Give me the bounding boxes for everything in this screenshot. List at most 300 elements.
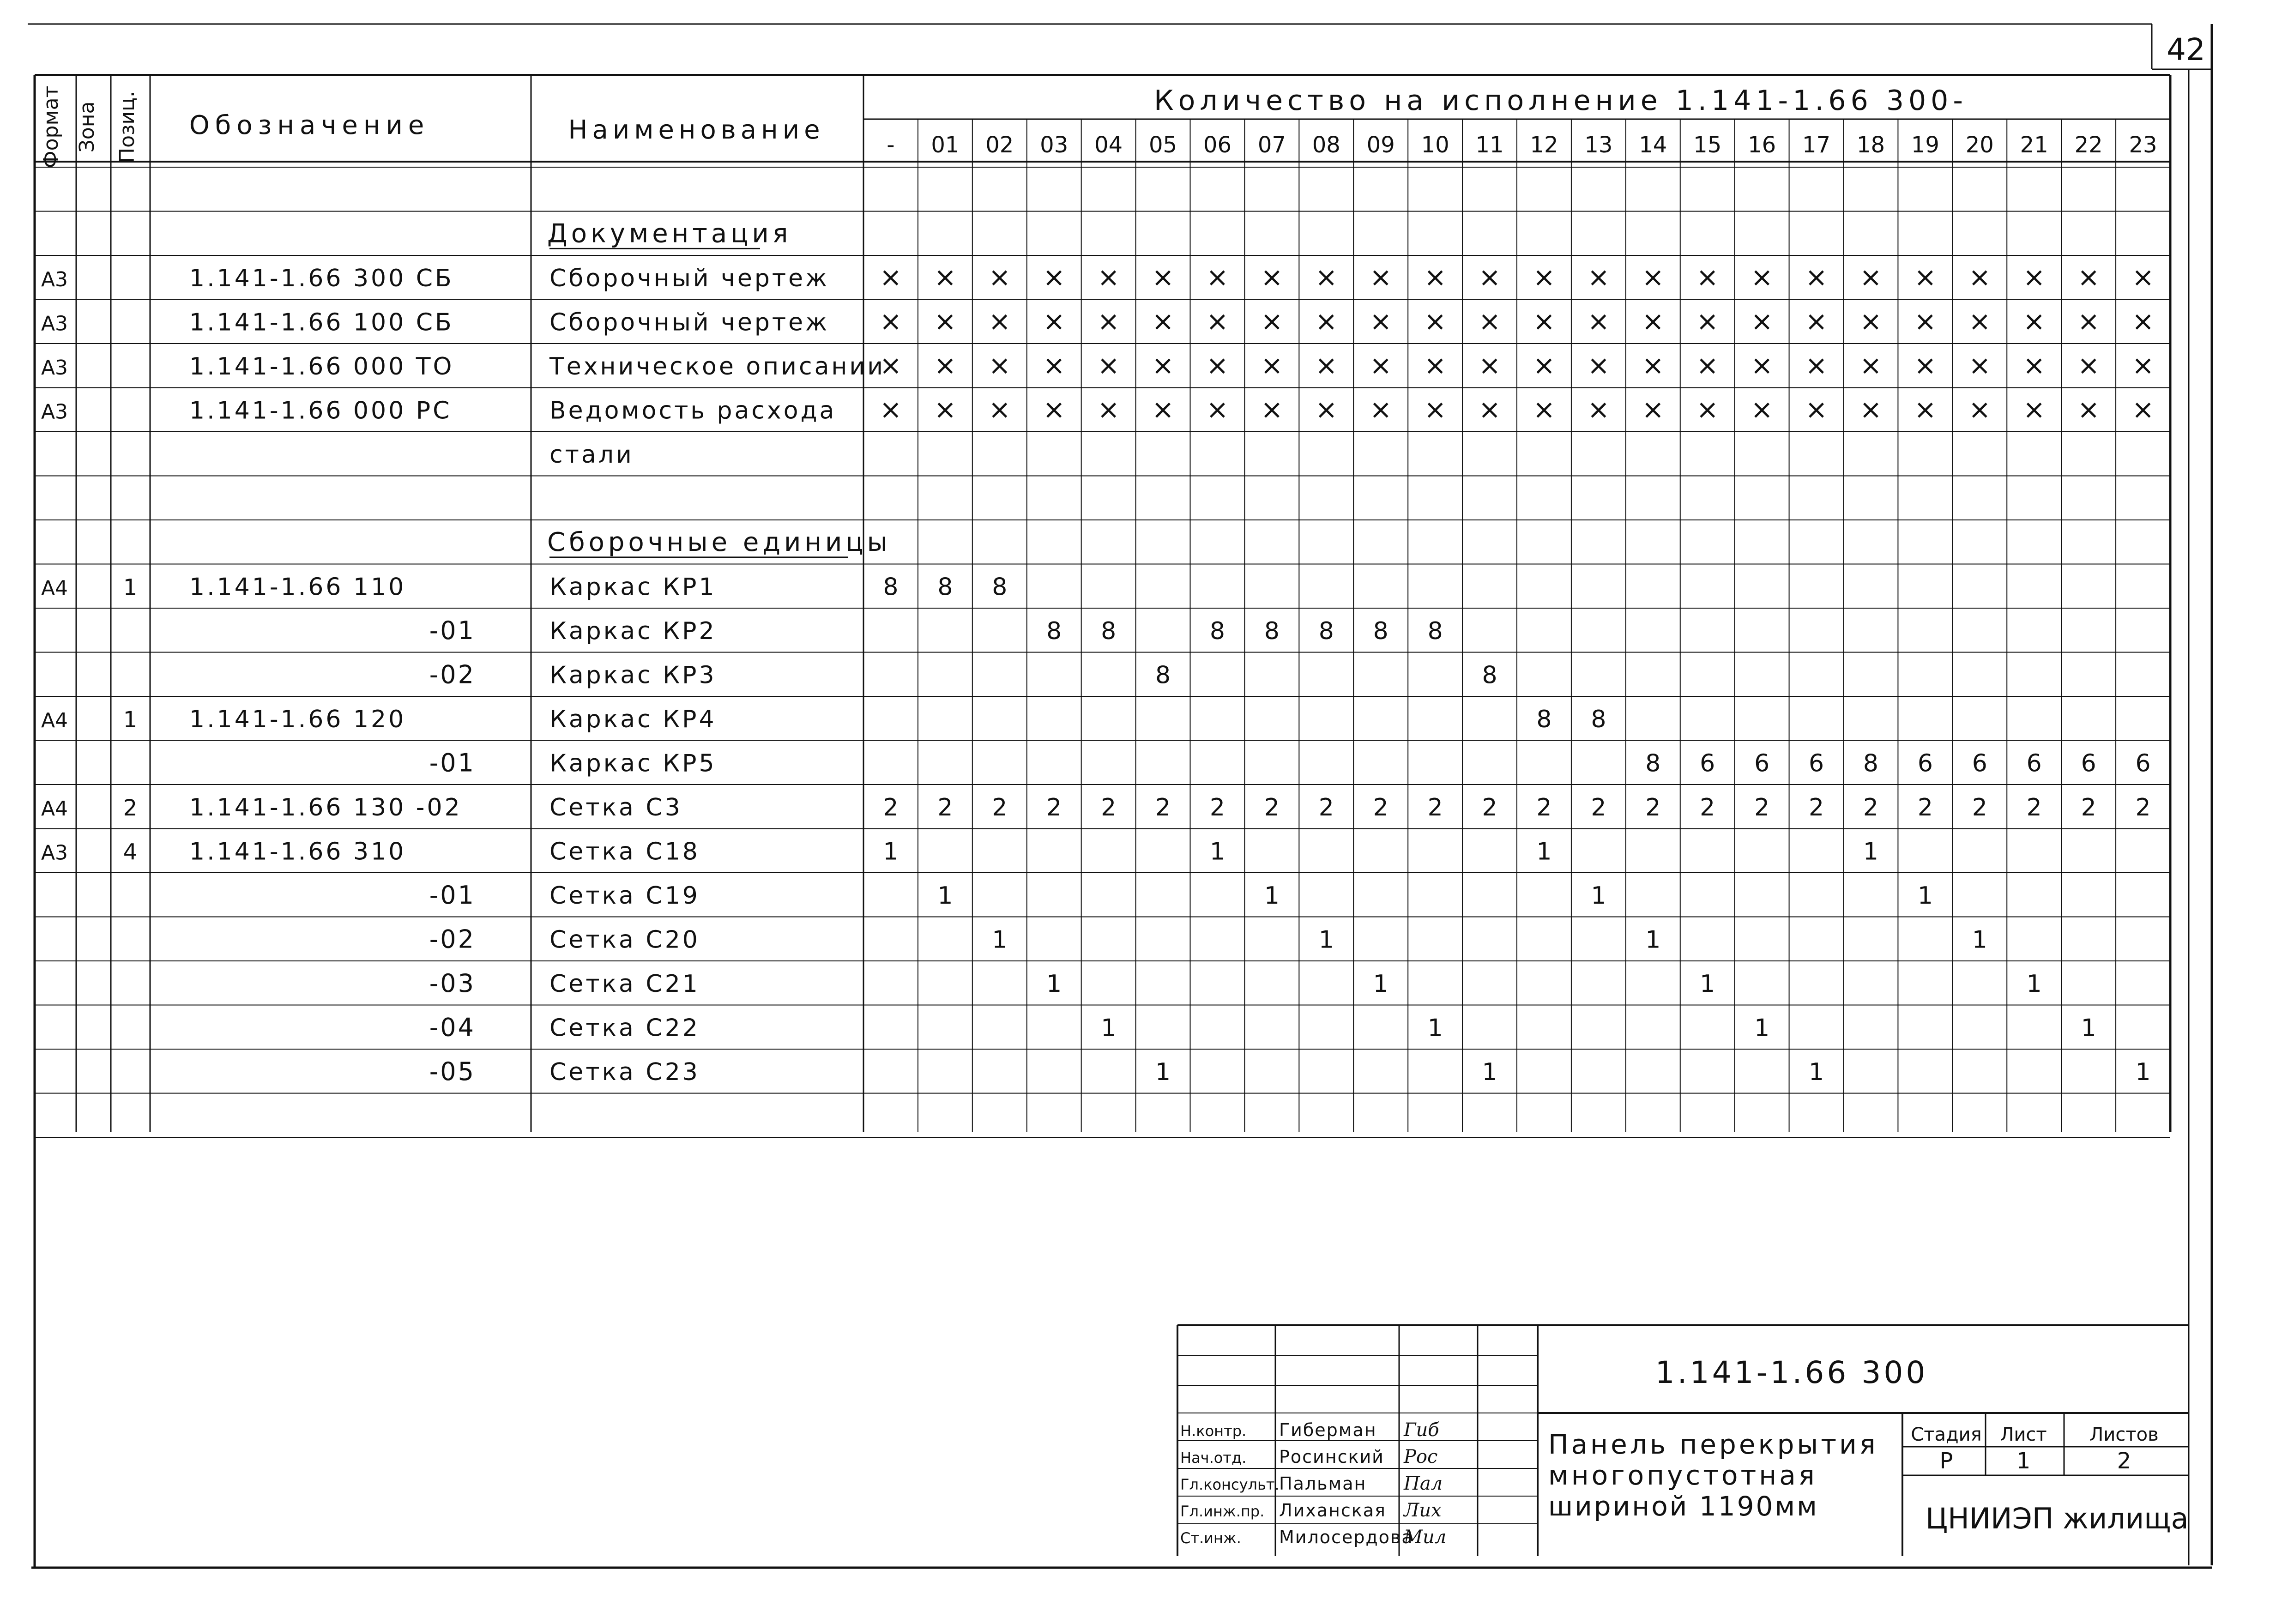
- quantity-cell: 1: [1046, 970, 1062, 998]
- sheet-value: 1: [2016, 1448, 2031, 1474]
- signature-role: Нач.отд.: [1180, 1449, 1247, 1467]
- quantity-cell: ×: [2077, 305, 2100, 337]
- row-position: 1: [123, 574, 138, 601]
- table-row: [41, 393, 2154, 425]
- quantity-cell: ×: [1315, 393, 1338, 425]
- quantity-cell: 8: [1264, 617, 1280, 645]
- quantity-cell: ×: [988, 349, 1011, 381]
- row-designation: -01: [429, 748, 476, 778]
- row-designation: -02: [429, 924, 476, 954]
- row-designation: 1.141-1.66 120: [189, 705, 406, 733]
- signature-mark: Пал: [1404, 1473, 1443, 1494]
- quantity-cell: ×: [1805, 261, 1828, 293]
- quantity-cell: ×: [1968, 349, 1991, 381]
- quantity-cell: ×: [2077, 261, 2100, 293]
- variant-header: 03: [1040, 132, 1069, 158]
- row-format: А4: [41, 797, 68, 821]
- quantity-cell: ×: [1097, 349, 1120, 381]
- quantity-cell: ×: [988, 305, 1011, 337]
- variant-header: 15: [1693, 132, 1722, 158]
- quantity-cell: ×: [1533, 349, 1556, 381]
- quantity-cell: ×: [1315, 305, 1338, 337]
- quantity-cell: ×: [1533, 261, 1556, 293]
- row-name: Сетка С22: [549, 1014, 700, 1042]
- stage-label: Стадия: [1911, 1424, 1982, 1445]
- signature-name: Росинский: [1279, 1447, 1384, 1467]
- table-header: [39, 85, 2157, 168]
- document-title-line2: многопустотная: [1548, 1460, 1817, 1491]
- row-name: Ведомость расхода: [549, 397, 837, 425]
- quantity-cell: ×: [1696, 261, 1719, 293]
- signature-row: [1180, 1419, 1439, 1441]
- quantity-cell: 2: [1863, 793, 1879, 821]
- variant-headers: [887, 132, 2157, 158]
- quantity-cell: ×: [1642, 393, 1665, 425]
- table-row: [429, 881, 1933, 910]
- quantity-cell: 2: [883, 793, 899, 821]
- quantity-cell: 2: [1591, 793, 1606, 821]
- table-row: [547, 218, 791, 248]
- quantity-cell: 1: [1863, 838, 1879, 866]
- quantity-cell: ×: [1859, 393, 1882, 425]
- table-row: [429, 660, 1497, 689]
- variant-header: 07: [1257, 132, 1286, 158]
- quantity-cell: 8: [1645, 749, 1661, 778]
- signature-role: Ст.инж.: [1180, 1529, 1241, 1547]
- row-name: Каркас КР1: [549, 573, 717, 601]
- quantity-cell: ×: [1369, 305, 1392, 337]
- quantity-cell: 8: [1536, 705, 1552, 733]
- quantity-cell: ×: [1478, 393, 1501, 425]
- quantity-cell: ×: [1261, 349, 1283, 381]
- quantity-cell: ×: [1914, 261, 1937, 293]
- variant-header: 17: [1802, 132, 1831, 158]
- quantity-cell: 2: [937, 793, 953, 821]
- quantity-cell: 8: [1155, 661, 1171, 689]
- row-format: А3: [41, 312, 68, 336]
- quantity-cell: 2: [1808, 793, 1824, 821]
- quantity-cell: ×: [1859, 349, 1882, 381]
- title-block: [1177, 1325, 2189, 1556]
- section-heading: Документация: [547, 218, 792, 249]
- variant-header: 13: [1584, 132, 1613, 158]
- quantity-cell: 1: [1917, 881, 1933, 910]
- quantity-cell: ×: [1696, 305, 1719, 337]
- quantity-cell: 1: [1700, 970, 1715, 998]
- quantity-cell: 2: [2081, 793, 2096, 821]
- quantity-cell: ×: [1206, 349, 1229, 381]
- quantity-cell: 8: [1427, 617, 1443, 645]
- quantity-cell: ×: [2022, 261, 2046, 293]
- signature-role: Гл.инж.пр.: [1180, 1503, 1265, 1520]
- quantity-cell: 1: [1318, 926, 1334, 954]
- row-designation: 1.141-1.66 000 ТО: [189, 352, 454, 380]
- quantity-cell: ×: [879, 305, 902, 337]
- row-name: Каркас КР4: [549, 705, 717, 733]
- quantity-cell: 2: [1645, 793, 1661, 821]
- row-format: А3: [41, 267, 68, 291]
- quantity-cell: ×: [1369, 393, 1392, 425]
- quantity-cell: 1: [1155, 1058, 1171, 1086]
- header-quantity: Количество на исполнение 1.141-1.66 300-: [1153, 85, 1968, 117]
- table-row: [429, 616, 1443, 645]
- signature-row: [1180, 1473, 1443, 1494]
- quantity-cell: ×: [1751, 349, 1773, 381]
- quantity-cell: 2: [1917, 793, 1933, 821]
- quantity-cell: 1: [2081, 1014, 2096, 1042]
- quantity-cell: ×: [1805, 305, 1828, 337]
- quantity-cell: ×: [1043, 261, 1066, 293]
- row-name: Каркас КР5: [549, 749, 717, 778]
- table-row: [41, 573, 1007, 601]
- row-designation: -05: [429, 1057, 476, 1086]
- variant-header: 10: [1421, 132, 1449, 158]
- header-zone: Зона: [75, 101, 99, 153]
- section-heading: Сборочные единицы: [547, 527, 891, 557]
- quantity-cell: ×: [2077, 393, 2100, 425]
- quantity-cell: ×: [2131, 349, 2155, 381]
- row-name: Сетка С18: [549, 838, 700, 866]
- quantity-cell: ×: [1968, 305, 1991, 337]
- quantity-cell: 1: [1482, 1058, 1497, 1086]
- quantity-cell: 8: [992, 573, 1008, 601]
- quantity-cell: ×: [1751, 261, 1773, 293]
- signature-mark: Мил: [1404, 1527, 1447, 1548]
- quantity-cell: 2: [1318, 793, 1334, 821]
- variant-header: 12: [1530, 132, 1558, 158]
- quantity-cell: 6: [1808, 749, 1824, 778]
- quantity-cell: 1: [1264, 881, 1280, 910]
- quantity-cell: 2: [1101, 793, 1117, 821]
- table-row: [41, 305, 2154, 337]
- row-name: Каркас КР3: [549, 661, 717, 689]
- quantity-cell: ×: [1533, 305, 1556, 337]
- row-name: Сетка С21: [549, 970, 700, 998]
- table-row: [41, 794, 2151, 821]
- variant-header: 08: [1312, 132, 1340, 158]
- quantity-cell: ×: [1478, 261, 1501, 293]
- quantity-cell: 6: [1972, 749, 1987, 778]
- quantity-cell: 2: [1972, 793, 1987, 821]
- quantity-cell: 2: [2135, 793, 2151, 821]
- header-designation: Обозначение: [189, 110, 430, 140]
- row-name: Сетка С20: [549, 926, 700, 954]
- row-name: Сетка С3: [549, 793, 682, 821]
- signature-rows: [1180, 1419, 1446, 1548]
- row-format: А3: [41, 400, 68, 424]
- quantity-cell: 2: [1482, 793, 1497, 821]
- quantity-cell: ×: [1369, 349, 1392, 381]
- sheets-value: 2: [2117, 1448, 2131, 1474]
- quantity-cell: ×: [2022, 393, 2046, 425]
- quantity-cell: ×: [1315, 261, 1338, 293]
- quantity-cell: 1: [1427, 1014, 1443, 1042]
- quantity-cell: 1: [1754, 1014, 1770, 1042]
- quantity-cell: 6: [2135, 749, 2151, 778]
- table-row: [41, 350, 2154, 381]
- quantity-cell: 1: [1972, 926, 1987, 954]
- quantity-cell: 8: [1373, 617, 1388, 645]
- quantity-cell: 1: [2026, 970, 2042, 998]
- quantity-cell: ×: [879, 349, 902, 381]
- quantity-cell: 2: [1155, 793, 1171, 821]
- table-row: [429, 924, 1987, 954]
- quantity-cell: 2: [1427, 793, 1443, 821]
- variant-header: 14: [1639, 132, 1667, 158]
- variant-header: 06: [1203, 132, 1232, 158]
- quantity-cell: ×: [1968, 393, 1991, 425]
- quantity-cell: ×: [1587, 393, 1610, 425]
- row-name: Сетка С23: [549, 1058, 700, 1086]
- variant-header: 01: [931, 132, 960, 158]
- signature-role: Н.контр.: [1180, 1422, 1247, 1440]
- row-designation: -04: [429, 1013, 476, 1042]
- signature-mark: Лих: [1404, 1500, 1442, 1521]
- quantity-cell: ×: [1043, 393, 1066, 425]
- quantity-cell: ×: [1751, 393, 1773, 425]
- quantity-cell: ×: [1152, 393, 1174, 425]
- sheet-label: Лист: [2000, 1424, 2047, 1445]
- row-designation: -01: [429, 616, 476, 645]
- quantity-cell: ×: [1261, 305, 1283, 337]
- header-position: Позиц.: [115, 91, 139, 163]
- quantity-cell: ×: [1206, 393, 1229, 425]
- quantity-cell: ×: [1315, 349, 1338, 381]
- quantity-cell: 6: [1754, 749, 1770, 778]
- quantity-cell: ×: [1859, 261, 1882, 293]
- row-designation: 1.141-1.66 130 -02: [189, 793, 462, 821]
- quantity-cell: ×: [988, 393, 1011, 425]
- quantity-cell: ×: [879, 393, 902, 425]
- quantity-cell: ×: [1152, 261, 1174, 293]
- signature-row: [1180, 1500, 1442, 1521]
- row-position: 1: [123, 706, 138, 733]
- signature-name: Милосердова: [1279, 1527, 1413, 1547]
- quantity-cell: 1: [1209, 838, 1225, 866]
- quantity-cell: ×: [1968, 261, 1991, 293]
- quantity-cell: ×: [1206, 261, 1229, 293]
- quantity-cell: 8: [1046, 617, 1062, 645]
- signature-mark: Рос: [1404, 1446, 1438, 1467]
- row-designation: 1.141-1.66 100 СБ: [189, 308, 454, 337]
- document-designation: 1.141-1.66 300: [1655, 1355, 1928, 1390]
- table-row: [547, 527, 891, 557]
- table-row: [41, 706, 1606, 733]
- quantity-cell: 2: [1373, 793, 1388, 821]
- quantity-cell: ×: [1587, 349, 1610, 381]
- quantity-cell: ×: [879, 261, 902, 293]
- table-row: [41, 838, 1878, 865]
- quantity-cell: ×: [1642, 305, 1665, 337]
- quantity-cell: 8: [1209, 617, 1225, 645]
- stage-value: Р: [1939, 1448, 1953, 1474]
- quantity-cell: ×: [1478, 349, 1501, 381]
- quantity-cell: 1: [1645, 926, 1661, 954]
- variant-header: 19: [1911, 132, 1939, 158]
- quantity-cell: 2: [1264, 793, 1280, 821]
- row-designation: 1.141-1.66 110: [189, 573, 406, 601]
- quantity-cell: ×: [1805, 393, 1828, 425]
- quantity-cell: 1: [1808, 1058, 1824, 1086]
- quantity-cell: ×: [1152, 349, 1174, 381]
- quantity-cell: ×: [934, 349, 957, 381]
- quantity-cell: ×: [2131, 305, 2155, 337]
- table-row: [429, 748, 2151, 777]
- row-format: А4: [41, 708, 68, 732]
- quantity-cell: ×: [1587, 305, 1610, 337]
- signature-row: [1180, 1527, 1446, 1548]
- quantity-cell: 6: [2026, 749, 2042, 778]
- variant-header: 21: [2020, 132, 2048, 158]
- table-row: [41, 261, 2154, 293]
- quantity-cell: ×: [1696, 349, 1719, 381]
- organization: ЦНИИЭП жилища: [1926, 1502, 2189, 1535]
- quantity-cell: ×: [1859, 305, 1882, 337]
- quantity-cell: ×: [1914, 305, 1937, 337]
- quantity-cell: ×: [1206, 305, 1229, 337]
- quantity-cell: ×: [1424, 261, 1447, 293]
- quantity-cell: ×: [1424, 305, 1447, 337]
- quantity-cell: ×: [2131, 393, 2155, 425]
- quantity-cell: 1: [937, 881, 953, 910]
- quantity-cell: ×: [1533, 393, 1556, 425]
- row-designation: -02: [429, 660, 476, 689]
- quantity-cell: 8: [1482, 661, 1497, 689]
- variant-header: 11: [1475, 132, 1504, 158]
- row-designation: -03: [429, 968, 476, 998]
- row-designation: 1.141-1.66 000 РС: [189, 397, 452, 425]
- row-designation: 1.141-1.66 310: [189, 838, 406, 866]
- signature-role: Гл.консульт.: [1180, 1476, 1280, 1493]
- quantity-cell: ×: [1152, 305, 1174, 337]
- row-name: Каркас КР2: [549, 617, 717, 645]
- quantity-cell: ×: [934, 305, 957, 337]
- variant-header: 05: [1149, 132, 1177, 158]
- variant-header: 23: [2129, 132, 2157, 158]
- quantity-cell: 8: [1591, 705, 1606, 733]
- quantity-cell: ×: [1043, 305, 1066, 337]
- quantity-cell: ×: [1097, 393, 1120, 425]
- quantity-cell: ×: [1424, 393, 1447, 425]
- document-title-line3: шириной 1190мм: [1548, 1491, 1819, 1522]
- row-format: А3: [41, 841, 68, 865]
- quantity-cell: 1: [2135, 1058, 2151, 1086]
- variant-header: 18: [1856, 132, 1885, 158]
- signature-name: Гиберман: [1279, 1420, 1377, 1440]
- quantity-cell: 2: [1536, 793, 1552, 821]
- quantity-cell: ×: [1642, 261, 1665, 293]
- signature-name: Пальман: [1279, 1473, 1367, 1494]
- quantity-cell: 2: [992, 793, 1008, 821]
- quantity-cell: ×: [1097, 305, 1120, 337]
- quantity-cell: 2: [1046, 793, 1062, 821]
- quantity-cell: ×: [2131, 261, 2155, 293]
- quantity-cell: ×: [1914, 393, 1937, 425]
- quantity-cell: ×: [934, 261, 957, 293]
- quantity-cell: 1: [1101, 1014, 1117, 1042]
- quantity-cell: ×: [1369, 261, 1392, 293]
- quantity-cell: ×: [1642, 349, 1665, 381]
- specification-grid: [35, 75, 2170, 1137]
- signature-name: Лиханская: [1279, 1500, 1386, 1521]
- quantity-cell: 2: [1209, 793, 1225, 821]
- quantity-cell: 8: [1863, 749, 1879, 778]
- quantity-cell: 8: [1318, 617, 1334, 645]
- quantity-cell: ×: [1043, 349, 1066, 381]
- table-row: [429, 1013, 2096, 1042]
- quantity-cell: ×: [1097, 261, 1120, 293]
- quantity-cell: 2: [1754, 793, 1770, 821]
- quantity-cell: ×: [2022, 349, 2046, 381]
- variant-header: 22: [2074, 132, 2103, 158]
- quantity-cell: 1: [992, 926, 1008, 954]
- quantity-cell: 2: [1700, 793, 1715, 821]
- sheets-label: Листов: [2089, 1424, 2159, 1445]
- row-name: стали: [549, 441, 634, 469]
- quantity-cell: 6: [2081, 749, 2096, 778]
- quantity-cell: ×: [1751, 305, 1773, 337]
- row-name: Сетка С19: [549, 881, 700, 910]
- quantity-cell: 8: [937, 573, 953, 601]
- row-designation: 1.141-1.66 300 СБ: [189, 264, 454, 292]
- quantity-cell: ×: [934, 393, 957, 425]
- quantity-cell: ×: [2077, 349, 2100, 381]
- table-row: [549, 441, 634, 469]
- variant-header: 02: [985, 132, 1014, 158]
- quantity-cell: ×: [1696, 393, 1719, 425]
- quantity-cell: ×: [2022, 305, 2046, 337]
- quantity-cell: 8: [883, 573, 899, 601]
- row-position: 4: [123, 839, 138, 865]
- variant-header: -: [887, 132, 895, 158]
- header-name: Наименование: [568, 115, 825, 145]
- signature-mark: Гиб: [1404, 1419, 1439, 1441]
- variant-header: 04: [1094, 132, 1123, 158]
- quantity-cell: 2: [2026, 793, 2042, 821]
- variant-header: 09: [1366, 132, 1395, 158]
- quantity-cell: ×: [1261, 261, 1283, 293]
- table-row: [429, 969, 2042, 998]
- quantity-cell: 1: [1373, 970, 1388, 998]
- row-name: Сборочный чертеж: [549, 308, 829, 337]
- row-format: А4: [41, 576, 68, 600]
- row-position: 2: [123, 795, 138, 821]
- quantity-cell: ×: [1261, 393, 1283, 425]
- document-title-line1: Панель перекрытия: [1548, 1429, 1878, 1460]
- quantity-cell: 1: [1536, 838, 1552, 866]
- sheet-number: 42: [2167, 32, 2205, 67]
- quantity-cell: 1: [1591, 881, 1606, 910]
- variant-header: 16: [1748, 132, 1776, 158]
- row-name: Сборочный чертеж: [549, 264, 829, 292]
- quantity-cell: ×: [1914, 349, 1937, 381]
- row-designation: -01: [429, 880, 476, 910]
- quantity-cell: ×: [1587, 261, 1610, 293]
- quantity-cell: ×: [1805, 349, 1828, 381]
- quantity-cell: 6: [1700, 749, 1715, 778]
- quantity-cell: ×: [1424, 349, 1447, 381]
- header-format: Формат: [39, 85, 63, 169]
- quantity-cell: 8: [1101, 617, 1117, 645]
- row-format: А3: [41, 356, 68, 380]
- quantity-cell: ×: [988, 261, 1011, 293]
- table-row: [429, 1057, 2151, 1086]
- row-name: Техническое описании: [549, 352, 886, 380]
- variant-header: 20: [1965, 132, 1994, 158]
- quantity-cell: 6: [1917, 749, 1933, 778]
- quantity-cell: 1: [883, 838, 899, 866]
- quantity-cell: ×: [1478, 305, 1501, 337]
